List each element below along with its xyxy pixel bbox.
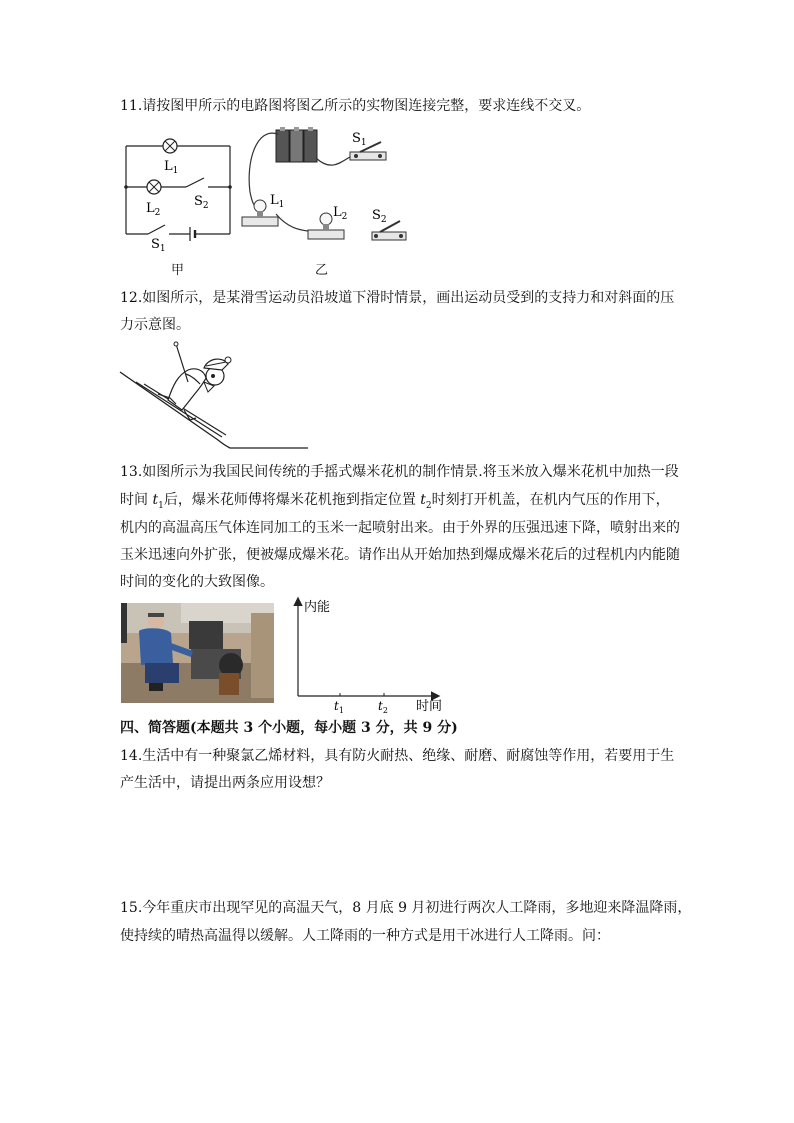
caption-jia: 甲 xyxy=(171,263,185,278)
label-S2-yi: $S_2$ xyxy=(372,208,387,225)
tick-t1: $t_1$ xyxy=(334,699,344,715)
label-S1: $S_1$ xyxy=(151,237,166,254)
internal-energy-graph xyxy=(290,595,450,717)
q15-line1: 15.今年重庆市出现罕见的高温天气，8 月底 9 月初进行两次人工降雨，多地迎来降温降雨， xyxy=(120,900,692,916)
skier-illustration xyxy=(118,340,313,455)
caption-yi: 乙 xyxy=(315,263,329,278)
q13-line3: 机内的高温高压气体连同加工的玉米一起喷射出来。由于外界的压强迅速下降，喷射出来的 xyxy=(120,520,680,536)
q13-line4: 玉米迅速向外扩张，便被爆成爆米花。请作出从开始加热到爆成爆米花后的过程机内内能随 xyxy=(120,547,680,563)
q13-line1: 13.如图所示为我国民间传统的手摇式爆米花机的制作情景.将玉米放入爆米花机中加热一段 xyxy=(120,464,679,480)
q14-line2: 产生活中，请提出两条应用设想？ xyxy=(120,775,330,791)
q11-text: 11.请按图甲所示的电路图将图乙所示的实物图连接完整，要求连线不交叉。 xyxy=(120,98,591,114)
label-S1-yi: $S_1$ xyxy=(352,131,367,148)
physical-circuit-yi xyxy=(236,122,416,252)
tick-t2: $t_2$ xyxy=(378,699,388,715)
label-L1-yi: $L_1$ xyxy=(270,193,285,210)
y-axis-label: 内能 xyxy=(304,600,331,615)
q12-line1: 12.如图所示，是某滑雪运动员沿坡道下滑时情景，画出运动员受到的支持力和对斜面的压 xyxy=(120,290,675,306)
label-L2: $L_2$ xyxy=(146,201,161,218)
label-L2-yi: $L_2$ xyxy=(333,205,348,222)
q14-line1: 14.生活中有一种聚氯乙烯材料，具有防火耐热、绝缘、耐磨、耐腐蚀等作用，若要用于生 xyxy=(120,748,675,764)
q13-line5: 时间的变化的大致图像。 xyxy=(120,574,274,590)
popcorn-machine-photo xyxy=(121,603,274,703)
q13-line2: 时间 $t_1$后，爆米花师傅将爆米花机拖到指定位置 $t_2$时刻打开机盖，在机内气压的作用下， xyxy=(120,492,670,511)
label-S2: $S_2$ xyxy=(194,194,209,211)
q15-line2: 使持续的晴热高温得以缓解。人工降雨的一种方式是用干冰进行人工降雨。问： xyxy=(120,928,610,944)
label-L1: $L_1$ xyxy=(164,159,179,176)
circuit-diagram-jia xyxy=(118,130,238,255)
x-axis-label: 时间 xyxy=(416,699,443,714)
q12-line2: 力示意图。 xyxy=(120,317,190,333)
section4-title: 四、简答题(本题共 3 个小题，每小题 3 分，共 9 分) xyxy=(120,720,458,736)
